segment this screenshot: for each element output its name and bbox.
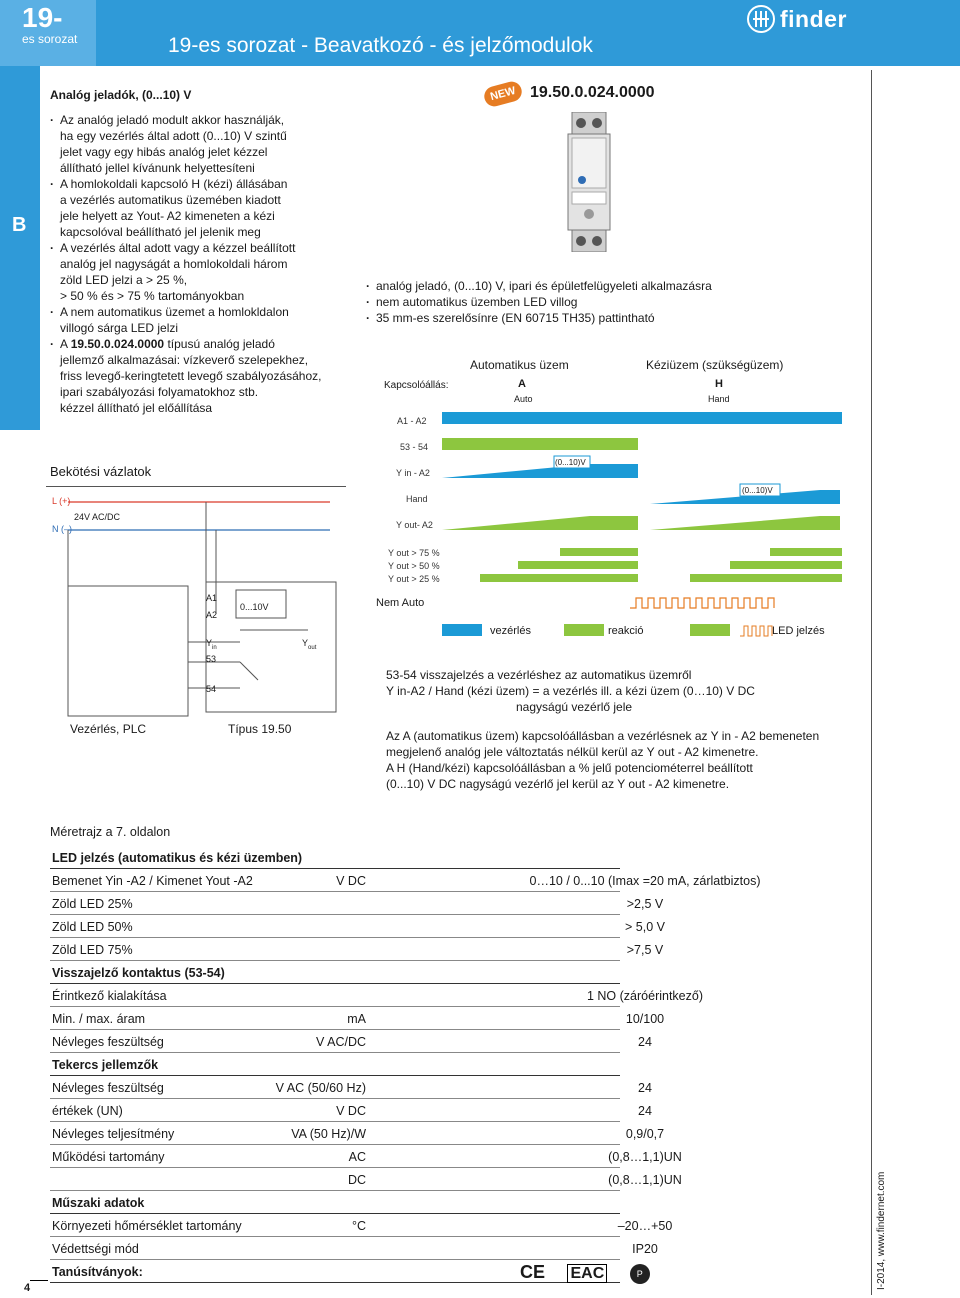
row-label: Névleges teljesítmény	[52, 1127, 175, 1141]
row-value: >2,5 V	[626, 897, 664, 911]
bullet-line: állítható jellel kívánunk helyettesíteni	[60, 161, 255, 175]
range-label-yin: (0...10)V	[555, 458, 586, 467]
ce-mark-icon: CE	[520, 1262, 546, 1282]
bullet-2	[60, 176, 287, 240]
row-label: Bemenet Yin -A2 / Kimenet Yout -A2	[52, 874, 253, 888]
row-label-5354: 53 - 54	[400, 442, 429, 452]
yin-text: Y	[206, 638, 213, 648]
row-label-a1a2: A1 - A2	[397, 416, 427, 426]
switch-position-label: Kapcsolóállás:	[384, 380, 449, 391]
analog-title: Analóg jeladók, (0...10) V	[50, 88, 192, 102]
bullet-5	[60, 336, 321, 416]
page-number: 4	[24, 1282, 31, 1294]
row-value: 0,9/0,7	[625, 1127, 665, 1141]
bullet-line: jele helyett az Yout- A2 kimeneten a kézi	[60, 209, 275, 223]
row-value: (0,8…1,1)UN	[608, 1173, 682, 1187]
t53-label: 53	[206, 654, 217, 664]
yin-subscript: in	[212, 644, 217, 651]
bullet-line: > 50 % és > 75 % tartományokban	[60, 289, 245, 303]
table-row	[50, 1147, 682, 1168]
product-code-inline: 19.50.0.024.0000	[70, 337, 165, 351]
row-value: > 5,0 V	[625, 920, 665, 934]
row-label: Környezeti hőmérséklet tartomány	[52, 1219, 242, 1233]
row-unit: AC	[348, 1150, 366, 1164]
row-unit: mA	[347, 1012, 366, 1026]
bullet-line: ipari szabályozási folyamatokhoz stb.	[60, 385, 259, 399]
explain-1	[386, 667, 856, 715]
finder-logo-icon	[747, 5, 775, 33]
row-label: értékek (UN)	[52, 1104, 123, 1118]
row-label: Tekercs jellemzők	[52, 1058, 159, 1072]
row-label: Min. / max. áram	[52, 1012, 146, 1026]
product-code: 19.50.0.024.0000	[530, 84, 655, 101]
table-row	[50, 1009, 665, 1030]
a1-label: A1	[206, 593, 218, 603]
n-minus-label: N (–)	[52, 524, 72, 534]
explain-line: nagyságú vezérlő jele	[516, 700, 633, 714]
row-label-75: Y out > 75 %	[388, 548, 440, 558]
bullet-rest: típusú analóg jeladó	[164, 337, 275, 351]
row-label-hand: Hand	[406, 494, 428, 504]
wiring-diagram	[40, 490, 370, 740]
finder-logo-text: finder	[780, 6, 847, 32]
row-value: 24	[638, 1035, 652, 1049]
bullet-4	[60, 304, 289, 336]
row-label: Érintkező kialakítása	[52, 989, 167, 1003]
table-row	[50, 1170, 682, 1191]
bullet-line: a vezérlés automatikus üzemében kiadott	[60, 193, 281, 207]
feature-2: · nem automatikus üzemben LED villog	[376, 294, 577, 310]
yout-label	[302, 638, 316, 651]
row-unit: V AC/DC	[315, 1035, 366, 1049]
side-rule	[871, 70, 872, 1295]
plc-label: Vezérlés, PLC	[70, 722, 147, 736]
bullet-line: ha egy vezérlés által adott (0...10) V szintű	[60, 129, 287, 143]
legend-control: vezérlés	[490, 625, 531, 637]
bullet-line: jellemző alkalmazásai: vízkeverő szelepekhez,	[60, 353, 309, 367]
row-value: (0,8…1,1)UN	[608, 1150, 682, 1164]
row-value: –20…+50	[617, 1219, 673, 1233]
auto-word: Auto	[514, 394, 533, 404]
row-label: LED jelzés (automatikus és kézi üzemben)	[52, 851, 303, 865]
row-label-nem-auto: Nem Auto	[376, 597, 425, 609]
table-row	[50, 1101, 652, 1122]
row-unit: DC	[347, 1173, 366, 1187]
range-box-label: 0...10V	[240, 602, 269, 612]
table-row	[50, 871, 761, 892]
bullet-line: friss levegő-keringtetett levegő szabályozásához,	[60, 369, 322, 383]
explain-line: A H (Hand/kézi) kapcsolóállásban a % jelű potenciométerrel beállított	[386, 761, 753, 775]
row-unit: °C	[351, 1219, 366, 1233]
supply-label: 24V AC/DC	[74, 512, 121, 522]
row-label: Működési tartomány	[52, 1150, 165, 1164]
t54-label: 54	[206, 684, 217, 694]
device-image	[564, 112, 614, 252]
row-value: 24	[638, 1104, 652, 1118]
bullet-3	[60, 240, 295, 304]
timing-diagram	[440, 410, 870, 650]
table-row	[50, 940, 664, 961]
table-row	[50, 1239, 658, 1260]
bullet-line: jelet vagy egy hibás analóg jelet kézzel	[60, 145, 268, 159]
row-value: 0…10 / 0...10 (Imax =20 mA, zárlatbiztos)	[529, 874, 761, 888]
row-unit: VA (50 Hz)/W	[291, 1127, 366, 1141]
spec-table	[0, 848, 960, 1278]
row-label-25: Y out > 25 %	[388, 574, 440, 584]
row-label: Védettségi mód	[52, 1242, 139, 1256]
row-value: 10/100	[625, 1012, 665, 1026]
cert-icons	[520, 1262, 650, 1284]
table-row	[50, 917, 665, 938]
explain-line: Az A (automatikus üzem) kapcsolóállásban a vezérlésnek az Y in - A2 bemeneten	[386, 729, 820, 743]
a2-label: A2	[206, 610, 218, 620]
bullet-line: · A vezérlés által adott vagy a kézzel beállított	[60, 241, 296, 255]
hand-letter: H	[715, 378, 723, 390]
page-rule	[30, 1280, 48, 1281]
series-number: 19-	[22, 2, 63, 33]
type-label: Típus 19.50	[228, 722, 292, 736]
row-value: IP20	[632, 1242, 658, 1256]
row-unit: V AC (50/60 Hz)	[275, 1081, 366, 1095]
bullet-prefix: A	[60, 337, 71, 351]
auto-letter: A	[518, 378, 526, 390]
table-row	[50, 1193, 620, 1214]
wiring-title: Bekötési vázlatok	[50, 464, 152, 479]
wiring-rule	[46, 486, 346, 487]
row-label-yin: Y in - A2	[396, 468, 430, 478]
table-row	[50, 986, 703, 1007]
bullet-line: villogó sárga LED jelzi	[60, 321, 179, 335]
series-subtitle: es sorozat	[22, 32, 78, 46]
row-label-yout: Y out- A2	[396, 520, 433, 530]
row-value: 1 NO (záróérintkező)	[586, 989, 703, 1003]
bullet-line: · A nem automatikus üzemet a homlokldalon	[60, 305, 289, 319]
table-row	[50, 1216, 673, 1237]
eac-mark-icon: EAC	[567, 1264, 607, 1283]
range-label-hand: (0...10)V	[742, 486, 773, 495]
row-value: >7,5 V	[626, 943, 664, 957]
feature-3: · 35 mm-es szerelősínre (EN 60715 TH35) pattintható	[376, 310, 655, 326]
row-label: Visszajelző kontaktus (53-54)	[52, 966, 225, 980]
feature-1: · analóg jeladó, (0...10) V, ipari és épületfelügyeleti alkalmazásra	[376, 278, 712, 294]
explain-line: megjelenő analóg jele változtatás nélkül kerül az Y out - A2 kimenetre.	[386, 745, 759, 759]
yin-label	[206, 638, 217, 651]
bullet-line: analóg jel nagyságát a homlokoldali három	[60, 257, 288, 271]
explain-line: (0...10) V DC nagyságú vezérlő jel kerül az Y out - A2 kimenetre.	[386, 777, 730, 791]
bullet-line: · Az analóg jeladó modult akkor használják,	[60, 113, 285, 127]
table-row	[50, 894, 664, 915]
row-unit: V DC	[336, 874, 366, 888]
table-row	[50, 1124, 665, 1145]
yout-subscript: out	[308, 644, 317, 651]
row-label: Zöld LED 75%	[52, 943, 133, 957]
bullet-1	[60, 112, 287, 176]
table-row	[50, 848, 620, 869]
row-label: Névleges feszültség	[52, 1081, 164, 1095]
table-row	[50, 1055, 620, 1076]
legend-reaction: reakció	[608, 625, 644, 637]
row-label: Zöld LED 25%	[52, 897, 133, 911]
legend-led: LED jelzés	[772, 625, 825, 637]
bullet-line: kézzel állítható jel előállítása	[60, 401, 213, 415]
bullet-line: · A homlokoldali kapcsoló H (kézi) állásában	[60, 177, 288, 191]
explain-line: Y in-A2 / Hand (kézi üzem) = a vezérlés ill. a kézi üzem (0…10) V DC	[386, 684, 755, 698]
row-unit: V DC	[336, 1104, 366, 1118]
table-row	[50, 963, 620, 984]
explain-2	[386, 728, 866, 792]
auto-mode-title: Automatikus üzem	[470, 358, 569, 372]
explain-line: 53-54 visszajelzés a vezérléshez az automatikus üzemről	[386, 668, 692, 682]
section-letter: B	[12, 214, 27, 236]
row-label: Tanúsítványok:	[52, 1265, 143, 1279]
page-title: 19-es sorozat - Beavatkozó - és jelzőmodulok	[168, 34, 593, 57]
side-footer: I-2014, www.findernet.com	[876, 1171, 887, 1290]
table-row	[50, 1078, 652, 1099]
l-plus-label: L (+)	[52, 496, 71, 506]
bullet-line: kapcsolóval beállítható jel jelenik meg	[60, 225, 261, 239]
yout-text: Y	[302, 638, 309, 648]
new-badge: NEW	[482, 79, 524, 108]
section-strip	[0, 66, 40, 430]
hand-mode-title: Kéziüzem (szükségüzem)	[646, 358, 784, 372]
row-value: 24	[638, 1081, 652, 1095]
table-row	[50, 1032, 652, 1053]
row-label: Zöld LED 50%	[52, 920, 133, 934]
dimension-note: Méretrajz a 7. oldalon	[50, 825, 171, 839]
hand-word: Hand	[708, 394, 730, 404]
row-label-50: Y out > 50 %	[388, 561, 440, 571]
row-label: Műszaki adatok	[52, 1196, 145, 1210]
bullet-line: zöld LED jelzi a > 25 %,	[60, 273, 188, 287]
row-label: Névleges feszültség	[52, 1035, 164, 1049]
rostest-mark-icon: P	[630, 1264, 650, 1284]
